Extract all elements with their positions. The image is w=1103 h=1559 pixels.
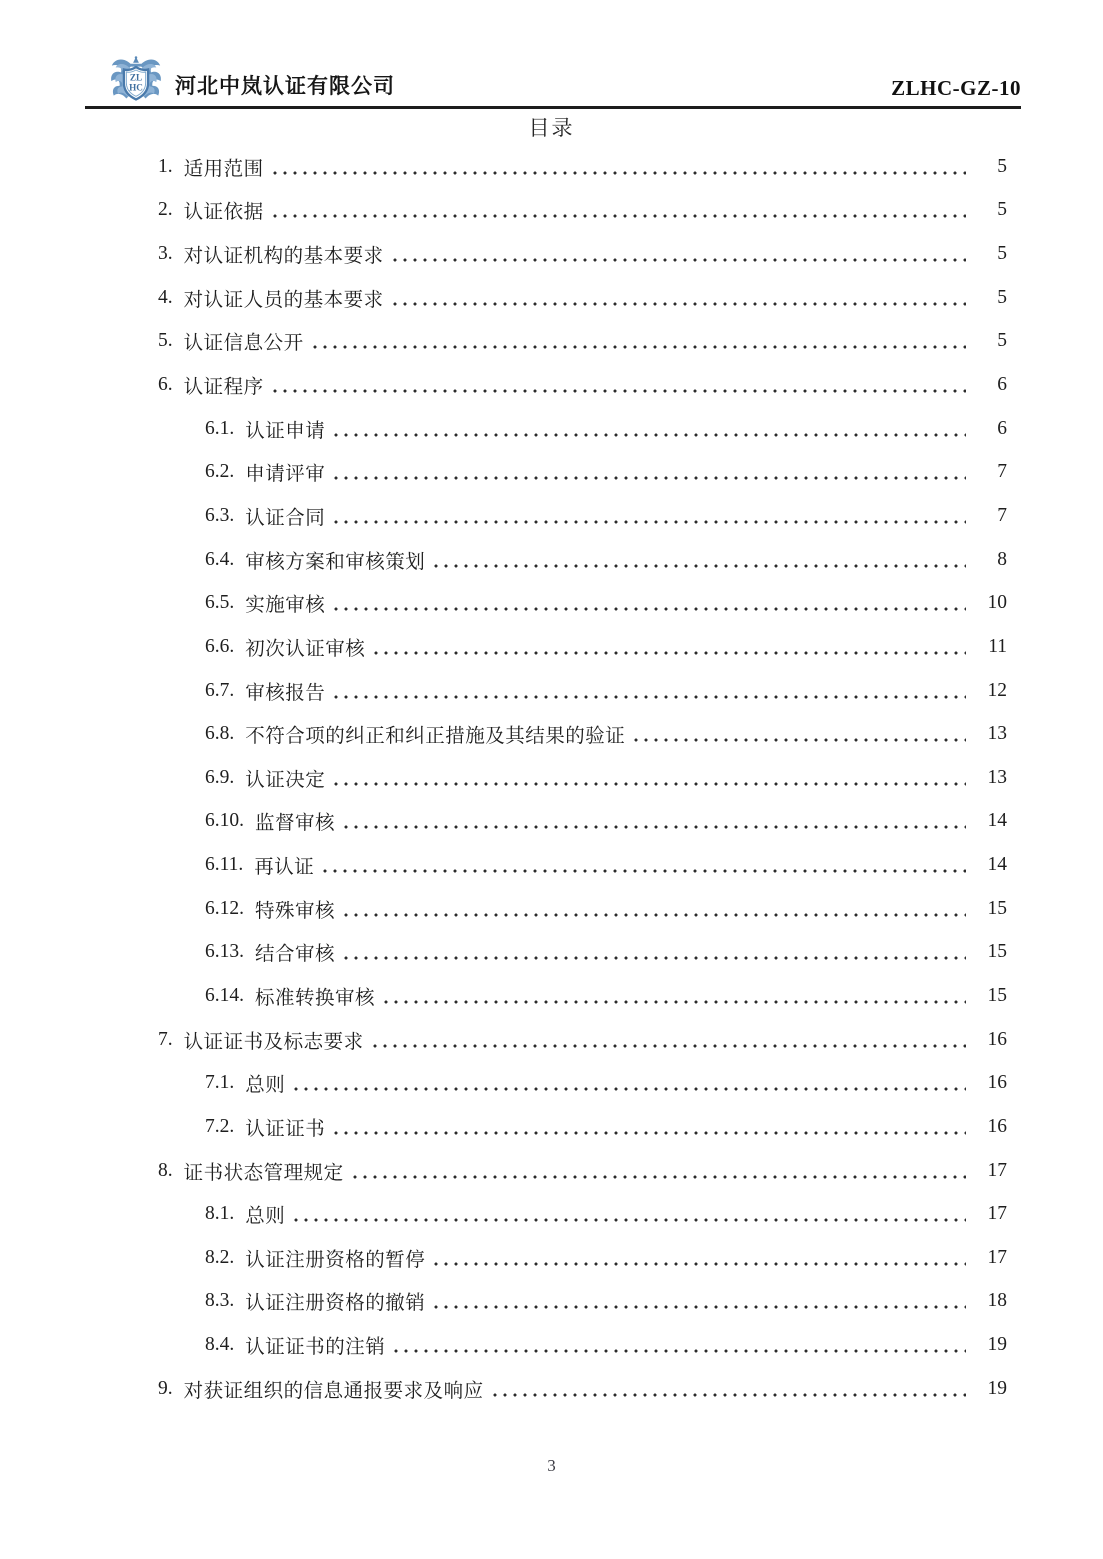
- toc-entry-page: 13: [987, 723, 1007, 745]
- dotted-leader: [344, 956, 966, 960]
- page-title: 目录: [528, 116, 575, 140]
- toc-entry-label: 不符合项的纠正和纠正措施及其结果的验证: [245, 726, 626, 748]
- page-header: [85, 52, 1021, 109]
- toc-entry-label: 认证证书: [245, 1118, 326, 1140]
- toc-entry-label: 结合审核: [255, 944, 336, 966]
- toc-entry-page: 15: [987, 941, 1007, 963]
- toc-entry-number: 8.2.: [205, 1246, 235, 1268]
- toc-entry: [158, 189, 1007, 233]
- toc-entry: [158, 581, 1007, 625]
- toc-entry-label: 总则: [245, 1206, 286, 1228]
- toc-entry-number: 8.: [158, 1159, 173, 1181]
- toc-entry-label: 证书状态管理规定: [183, 1162, 344, 1184]
- toc-entry-label: 申请评审: [245, 464, 326, 486]
- toc-entry-number: 6.2.: [205, 461, 235, 483]
- dotted-leader: [393, 302, 966, 306]
- dotted-leader: [344, 913, 966, 917]
- toc-entry-page: 19: [987, 1377, 1007, 1399]
- toc-entry: [158, 232, 1007, 276]
- toc-entry-number: 6.9.: [205, 766, 235, 788]
- toc-entry-page: 8: [997, 548, 1007, 570]
- toc-entry: [158, 407, 1007, 451]
- toc-entry-page: 19: [987, 1334, 1007, 1356]
- toc-entry-number: 6.7.: [205, 679, 235, 701]
- toc-entry-label: 实施审核: [245, 595, 326, 617]
- toc-entry: [158, 1280, 1007, 1324]
- dotted-leader: [323, 869, 966, 873]
- document-code: ZLHC-GZ-10: [891, 76, 1021, 100]
- toc-entry: [158, 1323, 1007, 1367]
- toc-entry: [158, 145, 1007, 189]
- dotted-leader: [273, 171, 966, 175]
- dotted-leader: [434, 1262, 966, 1266]
- toc-entry-page: 7: [997, 461, 1007, 483]
- toc-entry-label: 认证依据: [183, 202, 264, 224]
- toc-entry: [158, 1236, 1007, 1280]
- dotted-leader: [313, 345, 966, 349]
- toc-entry-label: 对认证人员的基本要求: [183, 289, 384, 311]
- header-left: [85, 55, 395, 106]
- toc-entry-page: 6: [997, 374, 1007, 396]
- toc-entry-label: 再认证: [254, 857, 315, 879]
- toc-entry-number: 6.12.: [205, 897, 244, 919]
- toc-entry: [158, 931, 1007, 975]
- toc-entry-number: 9.: [158, 1377, 173, 1399]
- dotted-leader: [394, 1349, 966, 1353]
- dotted-leader: [334, 782, 966, 786]
- toc-entry-label: 对获证组织的信息通报要求及响应: [183, 1380, 484, 1402]
- dotted-leader: [493, 1393, 966, 1397]
- toc-entry: [158, 1149, 1007, 1193]
- toc-entry: [158, 756, 1007, 800]
- toc-entry-page: 17: [987, 1159, 1007, 1181]
- toc-entry-number: 6.14.: [205, 984, 244, 1006]
- company-crest-logo-icon: [107, 55, 165, 113]
- dotted-leader: [334, 476, 966, 480]
- toc-entry-number: 6.6.: [205, 635, 235, 657]
- toc-entry: [158, 887, 1007, 931]
- toc-entry: [158, 1105, 1007, 1149]
- toc-entry-number: 6.4.: [205, 548, 235, 570]
- toc-entry-page: 13: [987, 766, 1007, 788]
- toc-entry-page: 17: [987, 1203, 1007, 1225]
- table-of-contents: [158, 145, 1007, 1411]
- toc-entry: [158, 494, 1007, 538]
- toc-entry-page: 6: [997, 417, 1007, 439]
- toc-entry: [158, 625, 1007, 669]
- toc-entry-number: 6.10.: [205, 810, 244, 832]
- toc-entry-label: 认证申请: [245, 420, 326, 442]
- toc-entry-page: 16: [987, 1028, 1007, 1050]
- toc-entry-label: 认证合同: [245, 507, 326, 529]
- dotted-leader: [353, 1175, 966, 1179]
- dotted-leader: [634, 738, 966, 742]
- toc-entry-label: 认证程序: [183, 377, 264, 399]
- toc-entry: [158, 800, 1007, 844]
- dotted-leader: [334, 607, 966, 611]
- toc-entry-page: 5: [997, 243, 1007, 265]
- toc-entry-label: 标准转换审核: [255, 987, 376, 1009]
- dotted-leader: [273, 214, 966, 218]
- toc-entry-page: 10: [987, 592, 1007, 614]
- dotted-leader: [334, 433, 966, 437]
- toc-entry-number: 1.: [158, 155, 173, 177]
- toc-entry-page: 5: [997, 330, 1007, 352]
- company-name: 河北中岚认证有限公司: [175, 75, 395, 98]
- toc-entry-page: 14: [987, 854, 1007, 876]
- toc-entry-label: 对认证机构的基本要求: [183, 246, 384, 268]
- toc-entry-label: 监督审核: [255, 813, 336, 835]
- toc-entry: [158, 1061, 1007, 1105]
- dotted-leader: [294, 1087, 966, 1091]
- toc-entry: [158, 669, 1007, 713]
- toc-entry-page: 14: [987, 810, 1007, 832]
- svg-text:HC: HC: [129, 82, 143, 93]
- toc-entry-label: 认证注册资格的撤销: [245, 1293, 426, 1315]
- footer-page-number: 3: [547, 1456, 556, 1475]
- toc-entry-page: 16: [987, 1072, 1007, 1094]
- toc-entry-label: 认证注册资格的暂停: [245, 1249, 426, 1271]
- toc-entry-number: 5.: [158, 330, 173, 352]
- toc-entry-number: 8.1.: [205, 1203, 235, 1225]
- toc-entry-page: 17: [987, 1246, 1007, 1268]
- toc-entry-page: 5: [997, 199, 1007, 221]
- toc-entry-label: 审核报告: [245, 682, 326, 704]
- dotted-leader: [393, 258, 966, 262]
- toc-entry-page: 15: [987, 897, 1007, 919]
- toc-entry-label: 认证信息公开: [183, 333, 304, 355]
- dotted-leader: [434, 1305, 966, 1309]
- toc-entry-number: 6.11.: [205, 854, 244, 876]
- dotted-leader: [344, 825, 966, 829]
- toc-entry: [158, 1192, 1007, 1236]
- toc-entry-page: 12: [987, 679, 1007, 701]
- toc-entry-page: 5: [997, 155, 1007, 177]
- toc-entry-label: 适用范围: [183, 158, 264, 180]
- toc-entry-number: 2.: [158, 199, 173, 221]
- dotted-leader: [273, 389, 966, 393]
- toc-entry-number: 8.3.: [205, 1290, 235, 1312]
- dotted-leader: [434, 564, 966, 568]
- toc-entry: [158, 450, 1007, 494]
- dotted-leader: [374, 651, 966, 655]
- toc-entry-label: 特殊审核: [255, 900, 336, 922]
- toc-entry-number: 7.2.: [205, 1115, 235, 1137]
- toc-entry-label: 认证证书及标志要求: [183, 1031, 364, 1053]
- toc-entry-number: 6.5.: [205, 592, 235, 614]
- toc-entry-label: 认证决定: [245, 769, 326, 791]
- dotted-leader: [334, 1131, 966, 1135]
- toc-entry: [158, 276, 1007, 320]
- toc-entry-number: 7.: [158, 1028, 173, 1050]
- toc-entry-number: 7.1.: [205, 1072, 235, 1094]
- toc-entry-page: 18: [987, 1290, 1007, 1312]
- toc-entry: [158, 320, 1007, 364]
- dotted-leader: [334, 520, 966, 524]
- toc-entry: [158, 538, 1007, 582]
- svg-text:ZL: ZL: [129, 72, 143, 83]
- toc-entry-number: 8.4.: [205, 1334, 235, 1356]
- toc-entry-label: 认证证书的注销: [245, 1337, 386, 1359]
- toc-entry-number: 4.: [158, 286, 173, 308]
- dotted-leader: [384, 1000, 966, 1004]
- toc-entry-number: 3.: [158, 243, 173, 265]
- toc-entry-page: 5: [997, 286, 1007, 308]
- dotted-leader: [373, 1044, 966, 1048]
- toc-entry-number: 6.1.: [205, 417, 235, 439]
- toc-entry-number: 6.3.: [205, 504, 235, 526]
- toc-entry: [158, 363, 1007, 407]
- dotted-leader: [294, 1218, 966, 1222]
- toc-entry: [158, 974, 1007, 1018]
- toc-entry-page: 16: [987, 1115, 1007, 1137]
- toc-entry-number: 6.13.: [205, 941, 244, 963]
- toc-entry-label: 审核方案和审核策划: [245, 551, 426, 573]
- toc-entry-label: 总则: [245, 1075, 286, 1097]
- toc-entry-page: 7: [997, 504, 1007, 526]
- toc-entry: [158, 843, 1007, 887]
- toc-entry-number: 6.: [158, 374, 173, 396]
- dotted-leader: [334, 695, 966, 699]
- toc-entry-page: 11: [988, 635, 1007, 657]
- toc-entry-page: 15: [987, 984, 1007, 1006]
- toc-entry: [158, 712, 1007, 756]
- toc-entry: [158, 1018, 1007, 1062]
- toc-entry: [158, 1367, 1007, 1411]
- toc-entry-number: 6.8.: [205, 723, 235, 745]
- toc-entry-label: 初次认证审核: [245, 638, 366, 660]
